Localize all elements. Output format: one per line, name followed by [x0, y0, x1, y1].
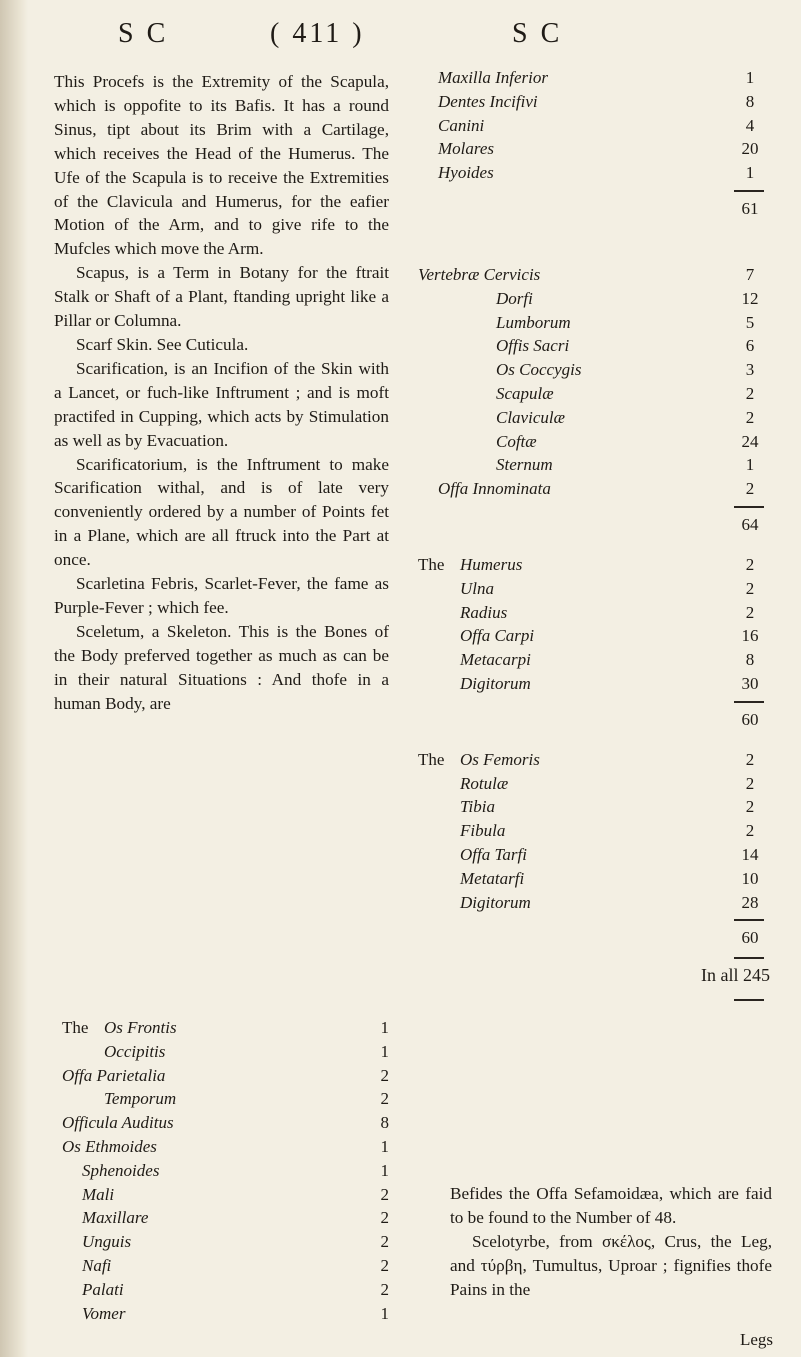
bone-name: Temporum [104, 1089, 177, 1109]
list-item [418, 137, 770, 161]
bone-name: Radius [460, 602, 508, 622]
sum-rule [418, 952, 770, 964]
bone-count: 2 [745, 479, 755, 499]
bone-name: Os Ethmoides [62, 1136, 157, 1156]
list-item [418, 90, 770, 114]
trunk-bones-group [418, 263, 770, 539]
sum-rule [418, 696, 770, 708]
catchword: Legs [739, 1330, 773, 1349]
bone-count: 3 [745, 360, 755, 380]
bone-count: 14 [741, 844, 759, 864]
bone-name: Occipitis [104, 1041, 166, 1061]
list-item [418, 795, 770, 819]
bone-count: 28 [741, 892, 759, 912]
bone-name: Os Coccygis [496, 360, 582, 380]
bone-name: Offa Parietalia [62, 1065, 166, 1085]
list-item [54, 1230, 389, 1254]
bone-name: Digitorum [460, 892, 531, 912]
bone-name: Mali [82, 1184, 115, 1204]
bone-count: 2 [380, 1089, 389, 1109]
list-item [54, 1087, 389, 1111]
subtotal [418, 708, 770, 734]
leg-bones-group [418, 748, 770, 1007]
list-item [418, 287, 770, 311]
list-item [418, 648, 770, 672]
list-item [418, 263, 770, 287]
subtotal [418, 513, 770, 539]
bone-name: Fibula [460, 821, 506, 841]
header-left: S C [118, 18, 169, 49]
bone-count: 20 [741, 139, 759, 159]
bottom-right-text [450, 1182, 772, 1302]
bone-name: Lumborum [496, 312, 571, 332]
bone-name: Nafi [82, 1255, 112, 1275]
list-item [418, 66, 770, 90]
list-prefix: The [62, 1018, 89, 1037]
list-item [418, 161, 770, 185]
bone-name: Hyoides [438, 163, 494, 183]
bone-count: 4 [745, 115, 755, 135]
list-item [418, 819, 770, 843]
grand-total: In all 245 [701, 965, 770, 986]
bone-name: Claviculæ [496, 407, 565, 427]
list-prefix: The [418, 554, 445, 574]
bone-count: 8 [745, 91, 755, 111]
left-column-text [54, 70, 389, 715]
bone-name: Rotulæ [460, 773, 509, 793]
bone-name: Vomer [82, 1303, 126, 1323]
subtotal-value: 60 [741, 928, 759, 948]
paragraph-sceletum: Sceletum, a Skeleton. This is the Bones of the Body preferved together as much as can be in their natural Situations : And thofe in a human Body, are [54, 621, 389, 713]
bone-count: 30 [741, 673, 759, 693]
paragraph-scapula: This Procefs is the Extremity of the Scapula, which is oppofite to its Bafis. It has a round Sinus, tipt about its Brim with a Cartilage, which receives the Head of the Humerus. The Ufe of the Scapula is to receive the Extremities of the Clavicula and Humerus, for the eafier Motion of the Arm, and to give rife to the Mufcles which move the Arm. [54, 72, 389, 259]
list-item [54, 1111, 389, 1135]
bone-count: 12 [741, 288, 759, 308]
sum-rule [418, 501, 770, 513]
bone-count: 7 [745, 264, 755, 284]
paragraph-scarification: Scarification, is an Incifion of the Skin with a Lancet, or fuch-like Inftrument ; and is moft practifed in Cupping, which acts by Stimulation as well as by Evacuation. [54, 358, 389, 450]
list-item [54, 1040, 389, 1064]
bone-count: 8 [380, 1113, 389, 1133]
list-item [54, 1016, 389, 1040]
bone-name: Palati [82, 1279, 124, 1299]
list-item [54, 1254, 389, 1278]
page-number: ( 411 ) [270, 18, 365, 49]
list-item [418, 624, 770, 648]
bone-count: 2 [380, 1184, 389, 1204]
sum-rule [418, 185, 770, 197]
bone-count: 2 [380, 1232, 389, 1252]
grand-total-row [418, 964, 770, 994]
bone-count: 1 [380, 1018, 389, 1037]
paragraph-scarificatorium: Scarificatorium, is the Inftrument to make Scarification withal, and is of late very conveniently ordered by a number of Points fet in a Plane, which are all ftruck into the Part at once. [54, 454, 389, 570]
bone-name: Sternum [496, 455, 553, 475]
bone-name: Canini [438, 115, 485, 135]
list-item [418, 891, 770, 915]
bone-count: 2 [745, 407, 755, 427]
bone-count: 1 [745, 68, 755, 87]
paragraph-scarletina: Scarletina Febris, Scarlet-Fever, the fame as Purple-Fever ; which fee. [54, 574, 389, 617]
jaw-bones-group [418, 66, 770, 223]
paragraph-sesamoid: Befides the Offa Sefamoidæa, which are faid to be found to the Number of 48. [450, 1184, 772, 1227]
subtotal [418, 197, 770, 223]
list-item [54, 1135, 389, 1159]
bone-name: Digitorum [460, 673, 531, 693]
bone-count: 2 [745, 749, 755, 769]
bone-count: 1 [745, 163, 755, 183]
list-item [418, 453, 770, 477]
bone-count: 2 [745, 554, 755, 574]
list-item [418, 553, 770, 577]
bone-name: Scapulæ [496, 383, 554, 403]
subtotal [418, 926, 770, 952]
right-column-table [418, 66, 770, 1006]
paragraph-scelotyrbe: Scelotyrbe, from σκέλος, Crus, the Leg, and τύρβη, Tumultus, Uproar ; fignifies thofe Pains in the [450, 1231, 772, 1299]
paragraph-scarf-skin: Scarf Skin. See Cuticula. [76, 334, 249, 354]
subtotal-value: 61 [741, 198, 759, 218]
bone-count: 2 [745, 602, 755, 622]
sum-rule [418, 914, 770, 926]
bone-count: 24 [741, 431, 759, 451]
bone-name: Os Femoris [460, 749, 540, 769]
bone-count: 6 [745, 336, 755, 356]
list-item [54, 1206, 389, 1230]
list-item [54, 1278, 389, 1302]
list-item [54, 1183, 389, 1207]
list-item [418, 772, 770, 796]
list-item [418, 601, 770, 625]
list-item [418, 577, 770, 601]
bone-count: 2 [380, 1279, 389, 1299]
bone-count: 1 [380, 1041, 389, 1061]
list-item [418, 843, 770, 867]
list-item [418, 311, 770, 335]
bone-count: 2 [745, 821, 755, 841]
bone-name: Offa Innominata [438, 479, 551, 499]
running-header [0, 18, 801, 58]
paragraph-scapus: Scapus, is a Term in Botany for the ftrait Stalk or Shaft of a Plant, ftanding upright like a Pillar or Columna. [54, 263, 389, 331]
bone-name: Dorfi [496, 288, 533, 308]
bone-count: 1 [380, 1136, 389, 1156]
list-item [418, 477, 770, 501]
bone-name: Dentes Incifivi [438, 91, 538, 111]
bone-count: 1 [380, 1303, 389, 1323]
bone-name: Vertebræ Cervicis [418, 264, 541, 284]
list-item [418, 672, 770, 696]
bone-name: Officula Auditus [62, 1113, 174, 1133]
bone-count: 2 [745, 797, 755, 817]
list-item [418, 867, 770, 891]
skull-bones-list [54, 1016, 389, 1325]
bone-name: Unguis [82, 1232, 132, 1252]
bone-count: 2 [745, 578, 755, 598]
bone-name: Os Frontis [104, 1018, 177, 1037]
bone-name: Sphenoides [82, 1160, 160, 1180]
bone-count: 2 [745, 773, 755, 793]
list-item [418, 430, 770, 454]
bone-count: 1 [745, 455, 755, 475]
bone-name: Molares [438, 139, 495, 159]
bone-count: 1 [380, 1160, 389, 1180]
list-item [54, 1302, 389, 1326]
bone-count: 2 [380, 1065, 389, 1085]
bone-count: 8 [745, 650, 755, 670]
subtotal-value: 64 [741, 514, 759, 534]
header-right: S C [512, 18, 563, 49]
bone-count: 2 [745, 383, 755, 403]
list-item [418, 748, 770, 772]
arm-bones-group [418, 553, 770, 734]
bone-name: Coftæ [496, 431, 537, 451]
bone-count: 2 [380, 1208, 389, 1228]
list-item [418, 334, 770, 358]
list-item [54, 1064, 389, 1088]
bone-name: Tibia [460, 797, 495, 817]
bone-count: 2 [380, 1255, 389, 1275]
list-item [418, 406, 770, 430]
bone-name: Maxilla Inferior [438, 68, 549, 87]
bone-name: Offa Carpi [460, 626, 535, 646]
bone-count: 10 [741, 868, 759, 888]
page-spine-shadow [0, 0, 28, 1357]
bone-count: 5 [745, 312, 755, 332]
bone-name: Ulna [460, 578, 494, 598]
bone-name: Maxillare [82, 1208, 149, 1228]
bone-name: Offis Sacri [496, 336, 570, 356]
list-item [54, 1159, 389, 1183]
subtotal-value: 60 [741, 709, 759, 729]
list-item [418, 114, 770, 138]
bone-name: Metacarpi [460, 650, 531, 670]
list-item [418, 358, 770, 382]
list-item [418, 382, 770, 406]
bone-name: Humerus [460, 554, 523, 574]
bone-name: Offa Tarfi [460, 844, 527, 864]
bone-name: Metatarfi [460, 868, 525, 888]
list-prefix: The [418, 749, 445, 769]
sum-rule [418, 994, 770, 1006]
bone-count: 16 [741, 626, 759, 646]
